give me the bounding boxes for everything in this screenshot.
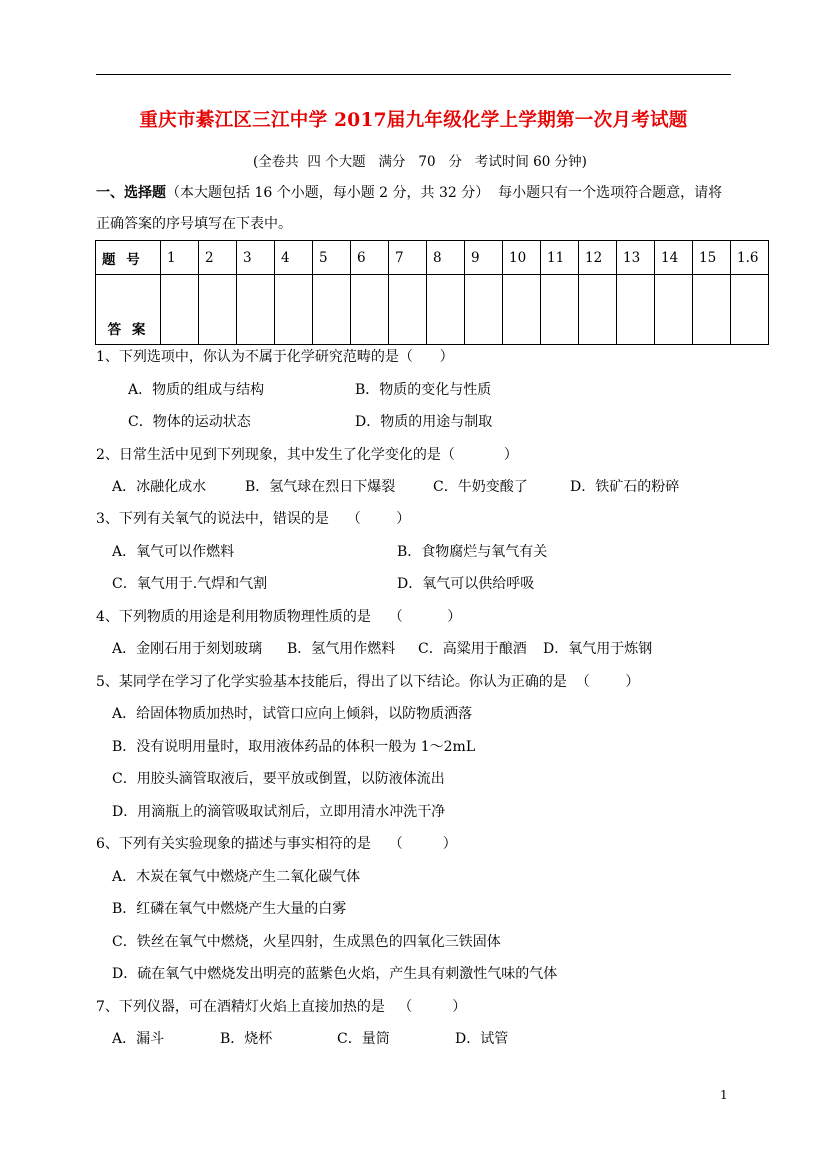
question-2-option-a: A．冰融化成水: [112, 479, 207, 495]
question-number-cell: 12: [579, 241, 617, 275]
answer-cell[interactable]: [199, 275, 237, 345]
exam-info: (全卷共 四 个大题 满分 70 分 考试时间 60 分钟): [253, 154, 587, 170]
answer-cell[interactable]: [617, 275, 655, 345]
question-6-option-c: C．铁丝在氧气中燃烧，火星四射，生成黑色的四氧化三铁固体: [112, 934, 501, 950]
question-1-option-b: B．物质的变化与性质: [355, 382, 492, 398]
question-3-option-b: B．食物腐烂与氧气有关: [397, 544, 548, 560]
answer-cell[interactable]: [503, 275, 541, 345]
question-3-option-a: A．氧气可以作燃料: [112, 544, 235, 560]
question-number-cell: 15: [693, 241, 731, 275]
row-label-answer: 答 案: [96, 275, 161, 345]
answer-cell[interactable]: [389, 275, 427, 345]
question-number-cell: 11: [541, 241, 579, 275]
answer-table-answer-row: [96, 275, 769, 345]
question-5-option-a: A．给固体物质加热时，试管口应向上倾斜，以防物质洒落: [112, 706, 473, 722]
question-2-stem: 2、日常生活中见到下列现象，其中发生了化学变化的是（ ）: [96, 447, 518, 463]
question-1-option-a: A．物质的组成与结构: [128, 382, 265, 398]
answer-cell[interactable]: [161, 275, 199, 345]
question-6-option-d: D．硫在氧气中燃烧发出明亮的蓝紫色火焰，产生具有刺激性气味的气体: [112, 966, 558, 982]
question-5-option-b: B．没有说明用量时，取用液体药品的体积一般为 1～2mL: [112, 739, 476, 755]
section-intro-line2: 正确答案的序号填写在下表中。: [96, 216, 292, 232]
question-number-cell: 1: [161, 241, 199, 275]
question-7-stem: 7、下列仪器，可在酒精灯火焰上直接加热的是 （ ）: [96, 999, 467, 1015]
answer-cell[interactable]: [237, 275, 275, 345]
answer-cell[interactable]: [693, 275, 731, 345]
row-label-number: 题 号: [96, 241, 161, 275]
question-1-stem: 1、下列选项中，你认为不属于化学研究范畴的是（ ）: [96, 349, 454, 365]
question-number-cell: 7: [389, 241, 427, 275]
answer-cell[interactable]: [313, 275, 351, 345]
question-number-cell: 2: [199, 241, 237, 275]
question-7-option-d: D．试管: [455, 1031, 509, 1047]
question-3-option-d: D．氧气可以供给呼吸: [397, 576, 535, 592]
answer-cell[interactable]: [655, 275, 693, 345]
question-4-option-a: A．金刚石用于刻划玻璃: [112, 641, 263, 657]
section-intro: [96, 182, 722, 202]
question-6-stem: 6、下列有关实验现象的描述与事实相符的是 （ ）: [96, 836, 457, 852]
answer-cell[interactable]: [579, 275, 617, 345]
question-3-stem: 3、下列有关氧气的说法中，错误的是 （ ）: [96, 511, 411, 527]
question-number-cell: 5: [313, 241, 351, 275]
question-4-option-b: B．氢气用作燃料: [287, 641, 396, 657]
question-5-option-c: C．用胶头滴管取液后，要平放或倒置，以防液体流出: [112, 771, 445, 787]
question-4-stem: 4、下列物质的用途是利用物质物理性质的是 （ ）: [96, 609, 462, 625]
question-number-cell: 14: [655, 241, 693, 275]
page-number: 1: [720, 1088, 728, 1102]
question-2-option-b: B．氢气球在烈日下爆裂: [245, 479, 396, 495]
answer-cell[interactable]: [275, 275, 313, 345]
question-number-cell: 1.6: [731, 241, 769, 275]
answer-table-number-row: [96, 241, 769, 275]
question-4-option-d: D．氧气用于炼钢: [543, 641, 653, 657]
question-7-option-b: B．烧杯: [220, 1031, 273, 1047]
question-6-option-b: B．红磷在氧气中燃烧产生大量的白雾: [112, 901, 347, 917]
question-number-cell: 9: [465, 241, 503, 275]
question-4-option-c: C．高粱用于酿酒: [418, 641, 527, 657]
question-3-option-c: C．氧气用于.气焊和气割: [112, 576, 268, 592]
section-heading: 一、选择题: [96, 185, 166, 201]
question-7-option-c: C．量筒: [337, 1031, 390, 1047]
answer-cell[interactable]: [465, 275, 503, 345]
header-rule: [96, 74, 731, 75]
section-intro-text: （本大题包括 16 个小题，每小题 2 分，共 32 分） 每小题只有一个选项符合题意，请将: [166, 185, 723, 201]
question-2-option-c: C．牛奶变酸了: [433, 479, 528, 495]
question-5-option-d: D．用滴瓶上的滴管吸取试剂后，立即用清水冲洗干净: [112, 804, 446, 820]
answer-cell[interactable]: [427, 275, 465, 345]
question-1-option-d: D．物质的用途与制取: [355, 414, 493, 430]
question-number-cell: 3: [237, 241, 275, 275]
answer-table: [95, 240, 769, 345]
question-2-option-d: D．铁矿石的粉碎: [570, 479, 680, 495]
question-5-stem: 5、某同学在学习了化学实验基本技能后，得出了以下结论。你认为正确的是 （ ）: [96, 674, 640, 690]
question-number-cell: 8: [427, 241, 465, 275]
question-number-cell: 6: [351, 241, 389, 275]
question-number-cell: 13: [617, 241, 655, 275]
question-6-option-a: A．木炭在氧气中燃烧产生二氧化碳气体: [112, 869, 361, 885]
question-number-cell: 10: [503, 241, 541, 275]
question-1-option-c: C．物体的运动状态: [128, 414, 251, 430]
question-7-option-a: A．漏斗: [112, 1031, 165, 1047]
page-title: 重庆市綦江区三江中学 2017届九年级化学上学期第一次月考试题: [139, 110, 688, 131]
question-number-cell: 4: [275, 241, 313, 275]
answer-cell[interactable]: [731, 275, 769, 345]
answer-cell[interactable]: [541, 275, 579, 345]
answer-cell[interactable]: [351, 275, 389, 345]
